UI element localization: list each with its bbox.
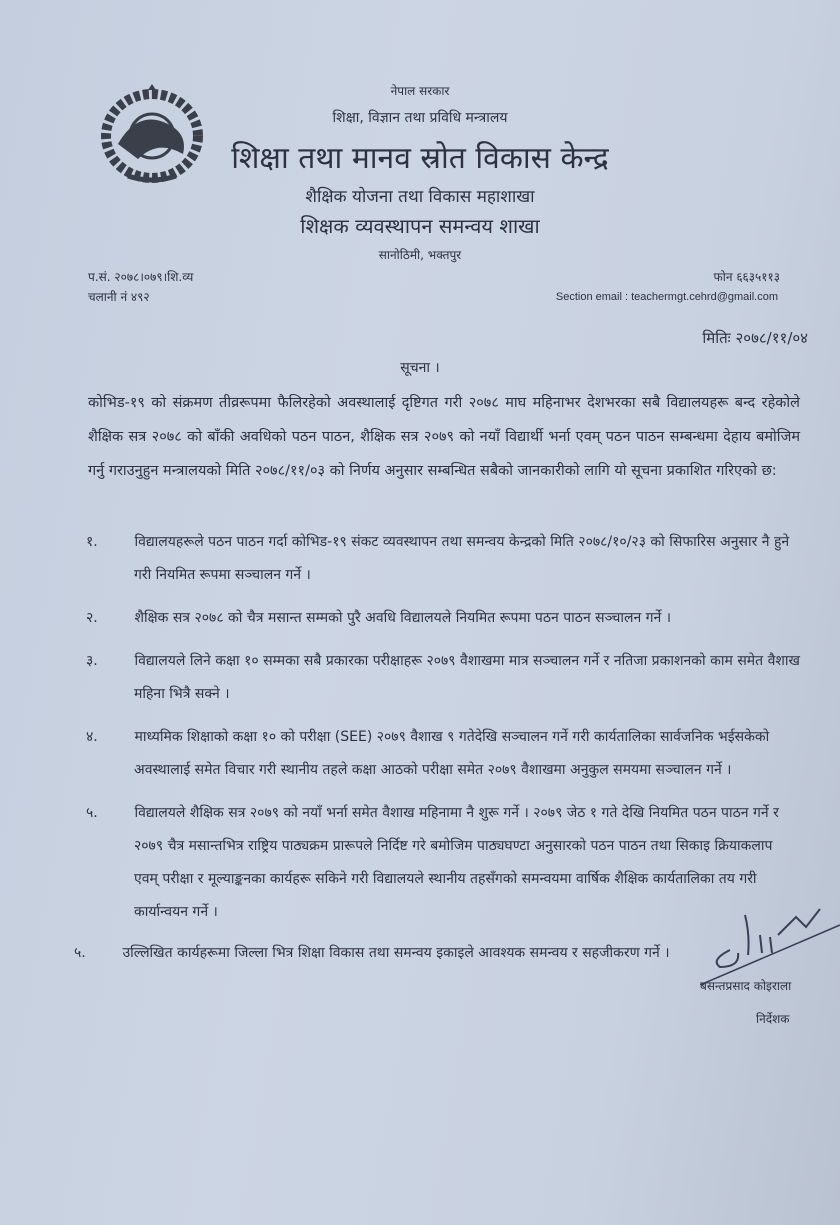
- section-email: Section email : teachermgt.cehrd@gmail.com: [555, 291, 778, 303]
- signature-icon: [700, 905, 840, 985]
- dispatch-number: चलानी नं ४९२: [88, 290, 150, 304]
- item-text: शैक्षिक सत्र २०७८ को चैत्र मसान्त सम्मको पुरै अवधि विद्यालयले नियमित रूपमा पठन पाठन सञ्चालन गर्ने ।: [134, 610, 672, 626]
- notice-item: [86, 797, 800, 929]
- section-name: शिक्षक व्यवस्थापन समन्वय शाखा: [300, 214, 540, 238]
- notice-item: [86, 645, 800, 711]
- item-number: ५.: [74, 945, 86, 961]
- item-text: विद्यालयले लिने कक्षा १० सम्मका सबै प्रकारका परीक्षाहरू २०७९ वैशाखमा मात्र सञ्चालन गर्ने र नतिजा प्रकाशनको काम समेत वैशाख महिना भित्रै सक्ने ।: [134, 653, 800, 702]
- office-address: सानोठिमी, भक्तपुर: [378, 248, 462, 262]
- phone-number: फोन ६६३५११३: [713, 270, 780, 284]
- signatory-name: बसन्तप्रसाद कोइराला: [700, 979, 792, 993]
- item-text: विद्यालयले शैक्षिक सत्र २०७९ को नयाँ भर्ना समेत वैशाख महिनामा नै शुरू गर्ने । २०७९ जेठ १ गते देखि नियमित पठन पाठन गर्ने र २०७९ चैत्र मसान्तभित्र राष्ट्रिय पाठ्यक्रम प्रारूपले निर्दिष्ट गरे बमोजिम पाठ्यघण्टा अनुसारको पठन पाठन तथा सिकाइ क्रियाकलाप एवम् परीक्षा र मूल्याङ्कनका कार्यहरू सकिने गरी विद्यालयले स्थानीय तहसँगको समन्वयमा वार्षिक शैक्षिक कार्यतालिका तय गरी कार्यान्वयन गर्ने ।: [134, 805, 779, 920]
- notice-item: [86, 526, 800, 592]
- item-number: १.: [86, 534, 98, 550]
- notice-item: [86, 721, 800, 787]
- item-text: माध्यमिक शिक्षाको कक्षा १० को परीक्षा (SEE) २०७९ वैशाख ९ गतेदेखि सञ्चालन गर्ने गरी कार्यतालिका सार्वजनिक भईसकेको अवस्थालाई समेत विचार गरी स्थानीय तहले कक्षा आठको परीक्षा समेत २०७९ वैशाखमा अनुकुल समयमा सञ्चालन गर्ने ।: [134, 729, 770, 778]
- centre-name: शिक्षा तथा मानव स्रोत विकास केन्द्र: [231, 141, 609, 176]
- item-number: ३.: [86, 653, 98, 669]
- item-number: २.: [86, 610, 98, 626]
- notice-title: सूचना ।: [400, 360, 440, 376]
- division-name: शैक्षिक योजना तथा विकास महाशाखा: [305, 187, 535, 207]
- government-name: नेपाल सरकार: [390, 84, 450, 98]
- notice-item: [74, 937, 800, 970]
- item-number: ४.: [86, 729, 98, 745]
- ministry-name: शिक्षा, विज्ञान तथा प्रविधि मन्त्रालय: [332, 110, 508, 126]
- notice-item: [86, 602, 800, 635]
- letter-number: प.सं. २०७८।०७९।शि.व्य: [88, 270, 194, 284]
- notice-items-list: [74, 526, 800, 970]
- item-text: विद्यालयहरूले पठन पाठन गर्दा कोभिड-१९ संकट व्यवस्थापन तथा समन्वय केन्द्रको मिति २०७८/१०/२३ को सिफारिस अनुसार नै हुने गरी नियमित रूपमा सञ्चालन गर्ने ।: [134, 534, 790, 583]
- notice-date: मितिः २०७८/११/०४: [702, 329, 808, 347]
- item-text: उल्लिखित कार्यहरूमा जिल्ला भित्र शिक्षा विकास तथा समन्वय इकाइले आवश्यक समन्वय र सहजीकरण गर्ने ।: [122, 945, 670, 961]
- signatory-designation: निर्देशक: [756, 1012, 790, 1026]
- notice-intro: कोभिड-१९ को संक्रमण तीव्ररूपमा फैलिरहेको अवस्थालाई दृष्टिगत गरी २०७८ माघ महिनाभर देशभरका सबै विद्यालयहरू बन्द रहेकोले शैक्षिक सत्र २०७८ को बाँकी अवधिको पठन पाठन, शैक्षिक सत्र २०७९ को नयाँ विद्यार्थी भर्ना एवम् पठन पाठन सम्बन्धमा देहाय बमोजिम गर्नु गराउनुहुन मन्त्रालयको मिति २०७८/११/०३ को निर्णय अनुसार सम्बन्धित सबैको जानकारीको लागि यो सूचना प्रकाशित गरिएको छ:: [88, 395, 800, 479]
- item-number: ५.: [86, 805, 98, 821]
